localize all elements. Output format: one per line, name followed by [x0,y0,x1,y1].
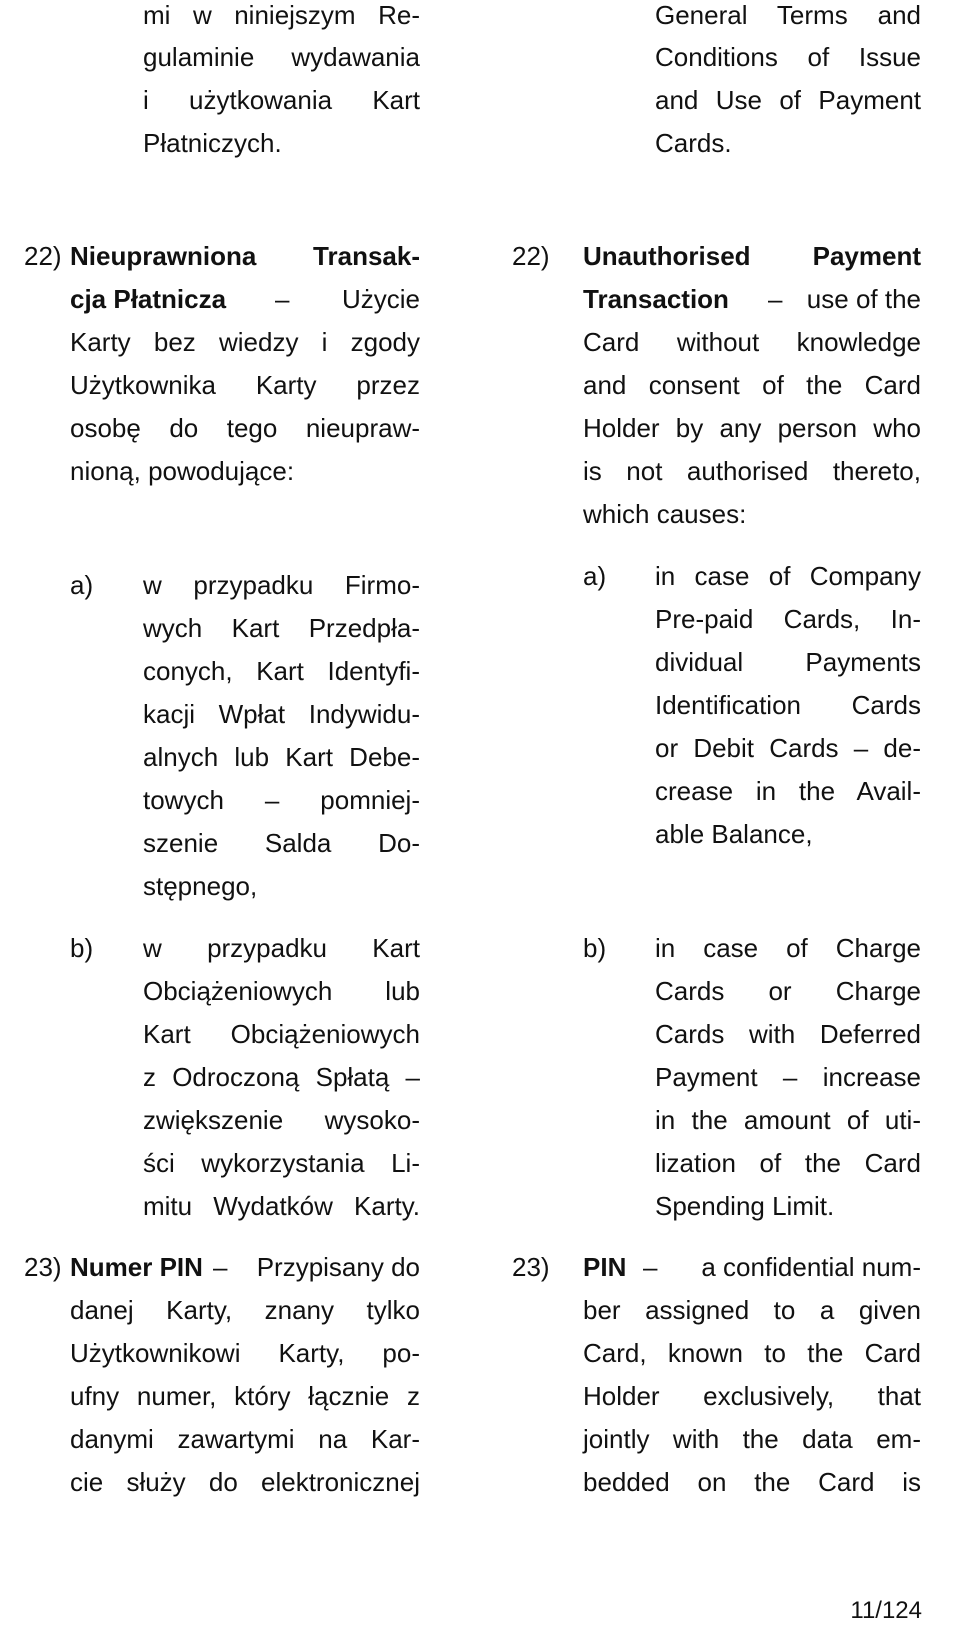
list-line: z Odroczoną Spłatą – [143,1062,420,1092]
list-label-a: a) [583,561,607,591]
list-line: szenie Salda Do- [143,828,420,858]
list-line: dividual Payments [655,647,921,677]
section-title: cja Płatnicza [70,284,227,314]
intro-en-line: and Use of Payment [655,85,921,115]
list-line: ści wykorzystania Li- [143,1148,420,1178]
list-line: w przypadku Firmo- [143,570,420,600]
section-title: PIN [583,1252,627,1282]
list-line: Cards or Charge [655,976,921,1006]
intro-pl-line: Płatniczych. [143,128,282,158]
list-line: in case of Charge [655,933,921,963]
dash: – [213,1252,228,1282]
section-title: Nieuprawniona Transak- [70,241,420,271]
intro-en-line: General Terms and [655,0,921,30]
definition-line: is not authorised thereto, [583,456,921,486]
list-line: in the amount of uti- [655,1105,921,1135]
list-line: kacji Wpłat Indywidu- [143,699,420,729]
definition-line: Karty bez wiedzy i zgody [70,327,420,357]
definition-text: Przypisany do [256,1252,420,1282]
list-line: Spending Limit. [655,1191,835,1221]
intro-en-line: Conditions of Issue [655,42,921,72]
section-title: Unauthorised Payment [583,241,921,271]
definition-line: Card, known to the Card [583,1338,921,1368]
section-title: Transaction [583,284,729,314]
definition-line: Użytkownika Karty przez [70,370,420,400]
list-line: mitu Wydatków Karty. [143,1191,420,1221]
list-line: Cards with Deferred [655,1019,921,1049]
list-line: Pre-paid Cards, In- [655,604,921,634]
definition-line: danymi zawartymi na Kar- [70,1424,420,1454]
definition-line: Holder exclusively, that [583,1381,921,1411]
list-line: able Balance, [655,819,813,849]
list-line: Kart Obciążeniowych [143,1019,420,1049]
definition-line: Card without knowledge [583,327,921,357]
intro-pl-line: mi w niniejszym Re- [143,0,420,30]
list-line: wych Kart Przedpła- [143,613,420,643]
list-line: Identification Cards [655,690,921,720]
section-title-line [583,1252,921,1282]
list-line: stępnego, [143,871,258,901]
definition-line: bedded on the Card is [583,1467,921,1497]
definition-text: Użycie [341,284,420,314]
list-line: lization of the Card [655,1148,921,1178]
definition-text: a confidential num- [701,1252,921,1282]
list-label-b: b) [70,933,94,963]
intro-pl-line: i użytkowania Kart [143,85,420,115]
list-line: Obciążeniowych lub [143,976,420,1006]
list-line: crease in the Avail- [655,776,921,806]
definition-line: which causes: [583,499,747,529]
list-line: alnych lub Kart Debe- [143,742,420,772]
definition-line: and consent of the Card [583,370,921,400]
page-number: 11/124 [850,1597,922,1624]
definition-line: nioną, powodujące: [70,456,295,486]
definition-line: osobę do tego nieupraw- [70,413,420,443]
section-title-line [70,1252,420,1282]
definition-line: danej Karty, znany tylko [70,1295,420,1325]
section-number: 23) [24,1252,62,1282]
section-title: Numer PIN [70,1252,203,1282]
section-title-line [583,284,921,314]
section-number: 22) [24,241,62,271]
definition-line: cie służy do elektronicznej [70,1467,420,1497]
list-line: in case of Company [655,561,921,591]
definition-text: use of the [806,284,921,314]
dash: – [643,1252,658,1282]
definition-line: Holder by any person who [583,413,921,443]
dash: – [275,284,290,314]
definition-line: jointly with the data em- [583,1424,921,1454]
dash: – [768,284,783,314]
list-line: zwiększenie wysoko- [143,1105,420,1135]
list-line: conych, Kart Identyfi- [143,656,420,686]
list-line: towych – pomniej- [143,785,420,815]
list-line: Payment – increase [655,1062,921,1092]
section-number: 23) [512,1252,550,1282]
definition-line: Użytkownikowi Karty, po- [70,1338,420,1368]
list-label-b: b) [583,933,607,963]
section-number: 22) [512,241,550,271]
section-title-line [70,284,420,314]
definition-line: ufny numer, który łącznie z [70,1381,420,1411]
intro-en-line: Cards. [655,128,732,158]
list-label-a: a) [70,570,94,600]
definition-line: ber assigned to a given [583,1295,921,1325]
list-line: or Debit Cards – de- [655,733,921,763]
list-line: w przypadku Kart [143,933,420,963]
intro-pl-line: gulaminie wydawania [143,42,420,72]
